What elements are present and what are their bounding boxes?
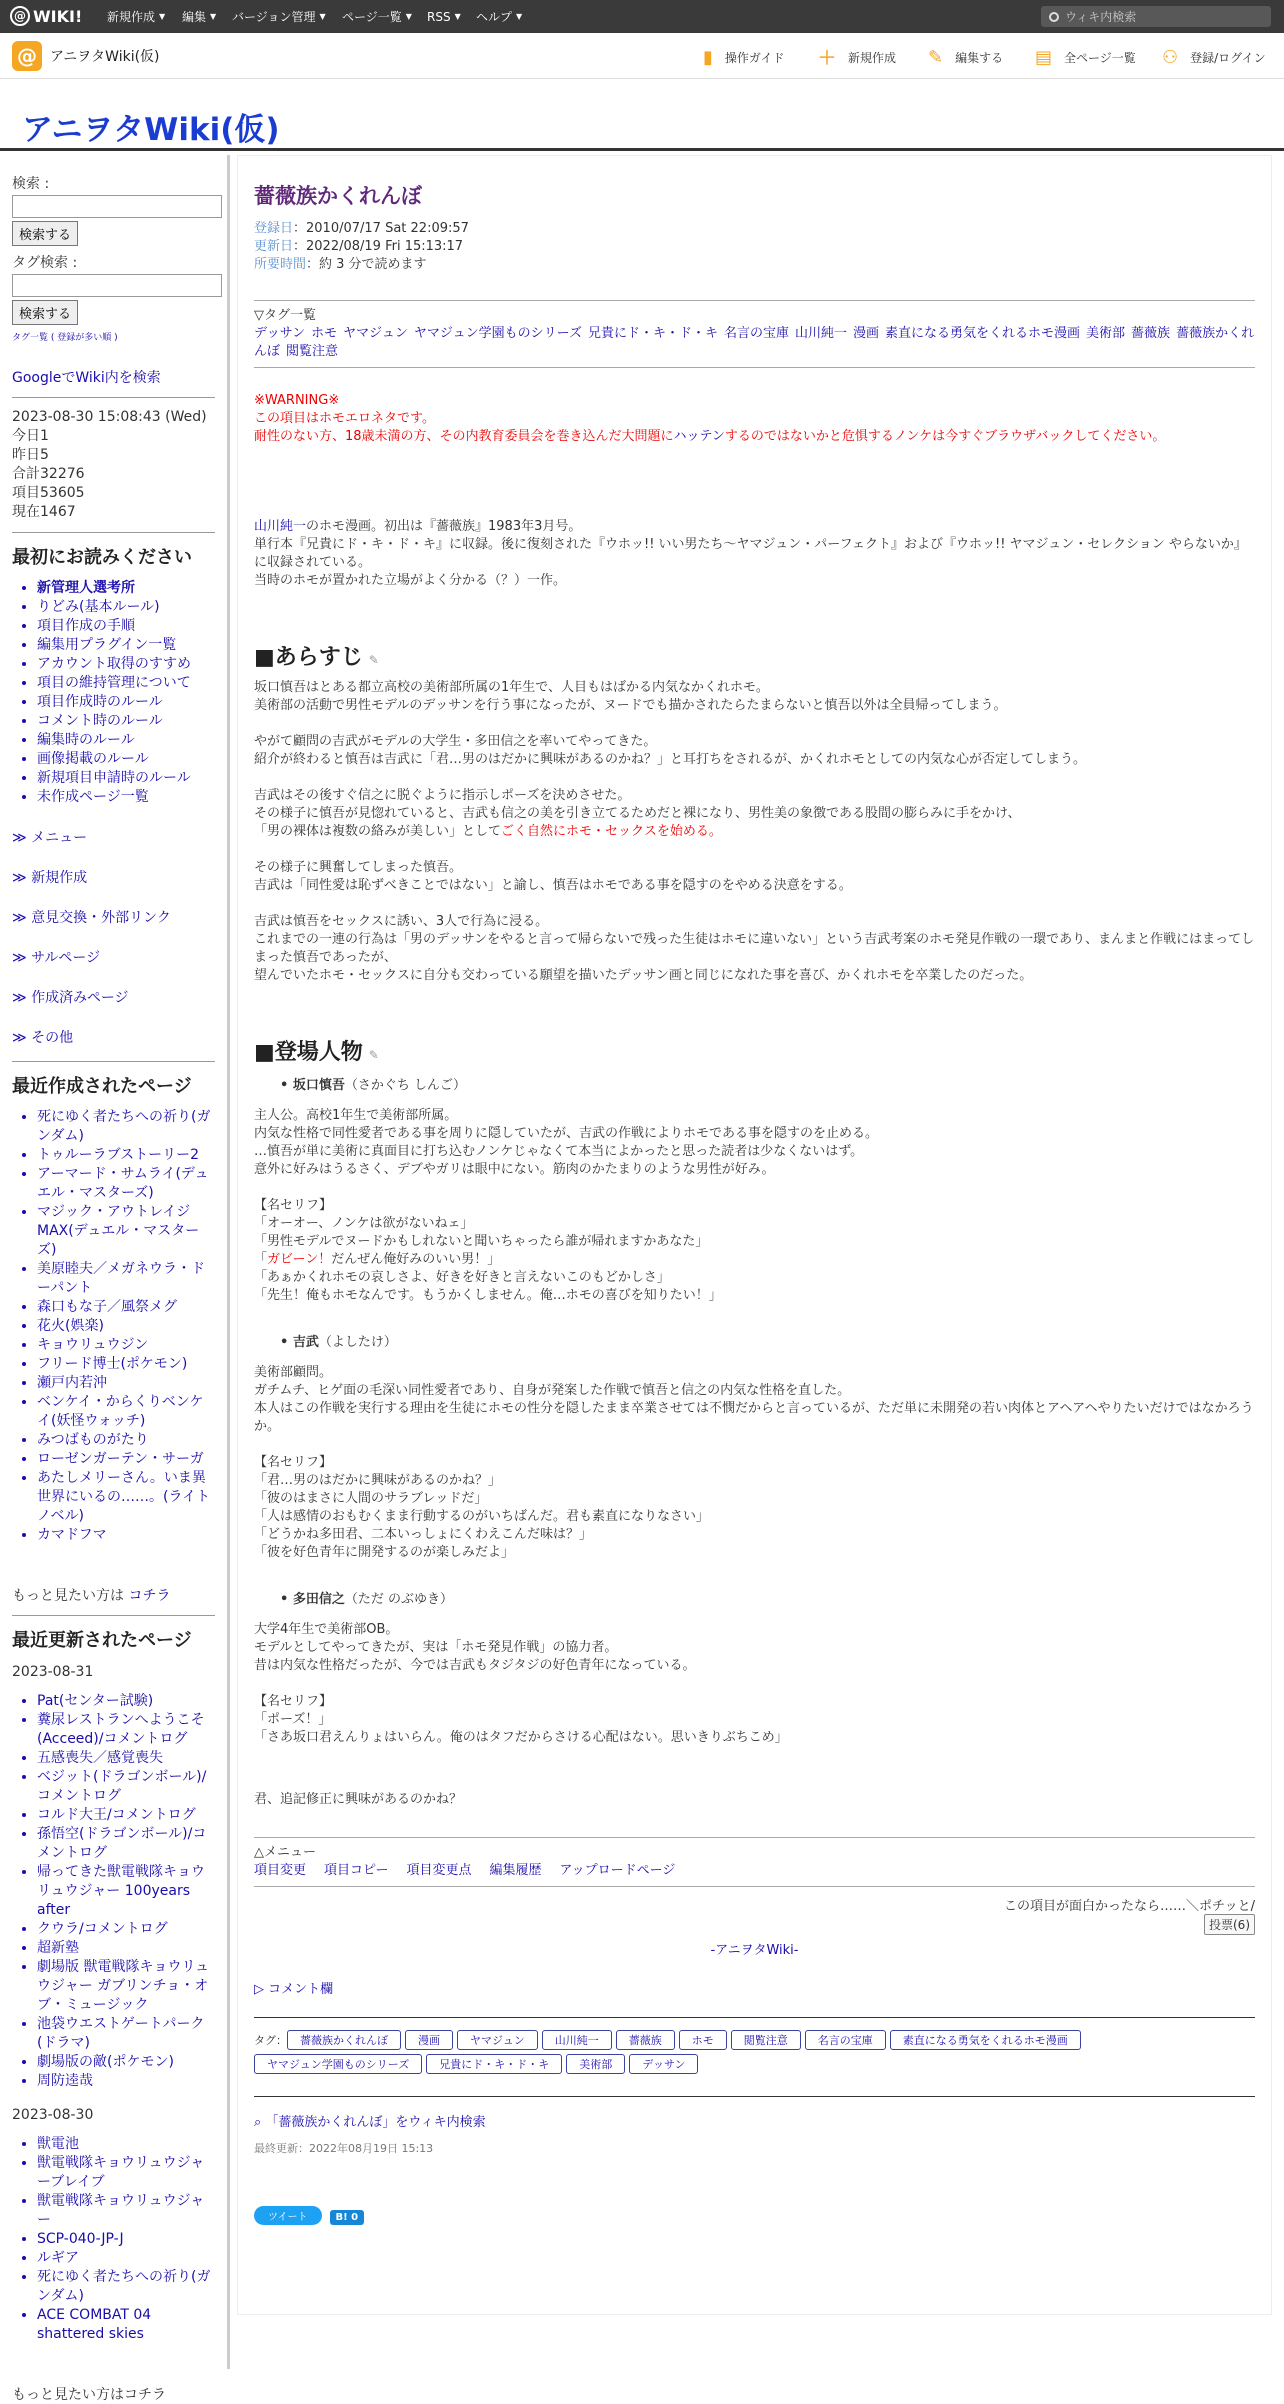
character-name: • 坂口慎吾（さかぐち しんご）	[280, 1078, 466, 1093]
guide-button[interactable]: ▮ 操作ガイド	[703, 46, 785, 68]
text-line: 「ポーズ！」	[254, 1712, 332, 1727]
text-line: 坂口慎吾はとある都立高校の美術部所属の1年生で、人目もはばかる内気なかくれホモ。	[254, 680, 769, 695]
recent-created-item[interactable]: • キョウリュウジン	[37, 1336, 215, 1355]
text-line	[254, 895, 1255, 913]
updated-item[interactable]: • 獣電戦隊キョウリュウジャーブレイブ	[37, 2154, 215, 2192]
character-name: • 多田信之（ただ のぶゆき）	[280, 1592, 453, 1607]
text-line: 望んでいたホモ・セックスに自分も交わっている願望を描いたデッサン画と同じになれた事を喜び、かくれホモを卒業したのだった。	[254, 968, 1033, 983]
read-first-item[interactable]: • 項目の維持管理について	[37, 674, 215, 693]
recent-created-item[interactable]: • みつばものがたり	[37, 1431, 215, 1450]
read-first-title: 最初にお読みください	[12, 547, 192, 568]
login-button[interactable]: ⚇ 登録/ログイン	[1162, 46, 1266, 68]
main-content	[237, 155, 1272, 2315]
tag-button[interactable]: 素直になる勇気をくれるホモ漫画	[890, 2030, 1081, 2050]
updated-item[interactable]: • 帰ってきた獣電戦隊キョウリュウジャー 100years after	[37, 1863, 215, 1920]
stat-line: 2023-08-30 15:08:43 (Wed)	[12, 409, 207, 425]
wiki-icon: @	[12, 41, 42, 71]
site-title-bar	[0, 79, 1284, 151]
text-line: 【名セリフ】	[254, 1198, 333, 1213]
read-first-item[interactable]: • コメント時のルール	[37, 712, 215, 731]
text-line: ガチムチ、ヒゲ面の毛深い同性愛者であり、自身が発案した作戦で慎吾と信之の内気な性格を直した。	[254, 1383, 851, 1398]
updated-list-1	[12, 1692, 215, 2091]
tag-button[interactable]: ホモ	[679, 2030, 727, 2050]
wiki-header	[0, 33, 1284, 79]
read-first-item[interactable]: • アカウント取得のすすめ	[37, 655, 215, 674]
wiki-logo[interactable]: @ WIKI!	[10, 5, 90, 27]
recent-created-item[interactable]: • カマドフマ	[37, 1526, 215, 1545]
text-line	[254, 715, 1255, 733]
recent-created-item[interactable]: • マジック・アウトレイジMAX(デュエル・マスターズ)	[37, 1203, 215, 1260]
last-updated: 最終更新：2022年08月19日 15:13	[254, 2142, 434, 2155]
hatten-link[interactable]: ハッテン	[673, 429, 725, 444]
sidebar-search-button[interactable]: 検索する	[12, 221, 78, 246]
recent-created-item[interactable]: • ベンケイ・からくりベンケイ(妖怪ウォッチ)	[37, 1393, 215, 1431]
text-line: 美術部顧問。	[254, 1365, 333, 1380]
text-line: その様子に興奮してしまった慎吾。	[254, 860, 463, 875]
sidebar-section-link[interactable]: ≫ 新規作成	[12, 870, 88, 886]
updated-item[interactable]: • 死にゆく者たちへの祈り(ガンダム)	[37, 2268, 215, 2306]
page-menu-link[interactable]: 編集履歴	[489, 1863, 542, 1878]
read-first-item[interactable]: • 画像掲載のルール	[37, 750, 215, 769]
more-created: もっと見たい方は コチラ	[12, 1588, 171, 1604]
text-line: 「先生！俺もホモなんです。もうかくしません。俺…ホモの喜びを知りたい！」	[254, 1288, 722, 1303]
stat-line: 項目53605	[12, 485, 85, 501]
recent-created-title: 最近作成されたページ	[12, 1076, 192, 1097]
author-link[interactable]: 山川純一	[254, 519, 307, 534]
tag-link[interactable]: ホモ	[311, 326, 338, 341]
tag-button[interactable]: 兄貴にド・キ・ド・キ	[426, 2054, 562, 2074]
menu-edit[interactable]: 編集 ▼	[182, 10, 217, 24]
tag-link[interactable]: ヤマジュン	[343, 326, 408, 341]
sidebar-section-link[interactable]: ≫ その他	[12, 1030, 74, 1046]
text-line: 吉武は慎吾をセックスに誘い、3人で行為に浸る。	[254, 914, 549, 929]
google-search-link[interactable]: GoogleでWiki内を検索	[12, 370, 161, 386]
text-line: 大学4年生で美術部OB。	[254, 1622, 399, 1637]
tag-button[interactable]: 閲覧注意	[731, 2030, 801, 2050]
text-line: 「彼のはまさに人間のサラブレッドだ」	[254, 1491, 488, 1506]
updated-item[interactable]: • 糞尿レストランへようこそ(Acceed)/コメントログ	[37, 1711, 215, 1749]
stat-line: 合計32276	[12, 466, 85, 482]
tag-search-button[interactable]: 検索する	[12, 300, 78, 325]
recent-created-item[interactable]: • アーマード・サムライ(デュエル・マスターズ)	[37, 1165, 215, 1203]
tag-link[interactable]: 名言の宝庫	[723, 326, 789, 341]
stat-line: 現在1467	[12, 504, 76, 520]
text-line: 意外に好みはうるさく、デブやガリは眼中にない。筋肉のかたまりのような男性が好み。	[254, 1162, 775, 1177]
recent-updated-title: 最近更新されたページ	[12, 1630, 192, 1651]
guide-icon: ▮	[703, 46, 713, 68]
updated-item[interactable]: • クウラ/コメントログ	[37, 1920, 215, 1939]
text-line: 「君…男のはだかに興味があるのかね？」	[254, 1473, 502, 1488]
tag-button[interactable]: ヤマジュン	[457, 2030, 538, 2050]
updated-item[interactable]: • ACE COMBAT 04 shattered skies	[37, 2306, 215, 2344]
stat-line: 今日1	[12, 428, 49, 444]
character-desc	[254, 1107, 1255, 1305]
updated-item[interactable]: • SCP-040-JP-J	[37, 2230, 215, 2249]
updated-item[interactable]: • 超新塾	[37, 1939, 215, 1958]
text-line	[254, 1675, 1255, 1693]
edit-pencil-icon[interactable]: ✎	[368, 653, 379, 667]
page-meta: 登録日：2010/07/17 Sat 22:09:57 更新日：2022/08/19 Fri 15:13:17 所要時間：約 3 分で読めます	[254, 221, 469, 272]
updated-item[interactable]: • ベジット(ドラゴンボール)/コメントログ	[37, 1768, 215, 1806]
text-line: 【名セリフ】	[254, 1694, 333, 1709]
more-updated-link[interactable]: もっと見たい方はコチラ	[12, 2387, 166, 2403]
closing-text: 君、追記修正に興味があるのかね？	[254, 1792, 463, 1807]
wiki-home-link[interactable]: @ アニヲタWiki(仮)	[12, 41, 160, 71]
tag-list-link[interactable]: タグ一覧 ( 登録が多い順 )	[12, 333, 118, 343]
updated-item[interactable]: • 獣電池	[37, 2135, 215, 2154]
menu-rss[interactable]: RSS ▼	[427, 9, 461, 24]
search-icon	[1049, 12, 1059, 22]
read-first-item[interactable]: • 未作成ページ一覧	[37, 788, 215, 807]
top-bar	[0, 0, 1284, 33]
read-first-item[interactable]: • 項目作成時のルール	[37, 693, 215, 712]
text-line: 美術部の活動で男性モデルのデッサンを行う事になったが、ヌードでも描かされたらたまらないと慎吾以外は全員帰ってしまう。	[254, 698, 1007, 713]
tweet-button[interactable]: ツイート	[254, 2206, 322, 2225]
text-line: 本人はこの作戦を実行する理由を生徒にホモの性分を隠したまま卒業させては不憫だからと言っているが、ただ単に未開発の若い肉体とアヘアヘやりたいだけではなかろうか。	[254, 1401, 1254, 1434]
character-name: • 吉武（よしたけ）	[280, 1335, 397, 1350]
page-menu-link[interactable]: アップロードページ	[559, 1863, 676, 1878]
page-menu: △メニュー 項目変更 項目コピー 項目変更点 編集履歴 アップロードページ	[254, 1837, 1255, 1880]
text-line: これまでの一連の行為は「男のデッサンをやると言って帰らないで残った生徒はホモに違いない」という吉武考案のホモ発見作戦の一環であり、まんまと作戦にはまってしまった慎吾であったが、	[254, 932, 1255, 965]
updated-list-2	[12, 2135, 215, 2344]
read-first-item[interactable]: • 新規項目申請時のルール	[37, 769, 215, 788]
vote-area: この項目が面白かったなら……＼ポチッと/ 投票(6)	[254, 1886, 1255, 1935]
menu-version[interactable]: バージョン管理 ▼	[232, 10, 326, 24]
site-title[interactable]: アニヲタWiki(仮)	[22, 112, 280, 148]
tag-link[interactable]: 山川純一	[794, 326, 847, 341]
recent-created-item[interactable]: • フリード博士(ポケモン)	[37, 1355, 215, 1374]
character-desc	[254, 1621, 1255, 1747]
text-line: 主人公。高校1年生で美術部所属。	[254, 1108, 458, 1123]
read-first-item[interactable]: • 編集時のルール	[37, 731, 215, 750]
tag-link[interactable]: 美術部	[1086, 326, 1126, 341]
sidebar	[0, 155, 230, 2403]
updated-item[interactable]: • Pat(センター試験)	[37, 1692, 215, 1711]
wiki-search-link[interactable]: ⌕ 「薔薇族かくれんぼ」をウィキ内検索	[254, 2096, 1255, 2130]
tag-link[interactable]: 漫画	[853, 326, 880, 341]
text-line: その様子に慎吾が見惚れていると、吉武も信之の美を引き立てるためだと裸になり、男性美の象徴である股間の膨らみに手をかけ、	[254, 806, 1021, 821]
tag-buttons: タグ： 薔薇族かくれんぼ 漫画 ヤマジュン 山川純一 薔薇族 ホモ 閲覧注意 名言の宝庫 素直になる勇気をくれるホモ漫画ヤマジュン学園ものシリーズ 兄貴にド・キ・ド・キ 美術部 デッサン	[254, 2017, 1255, 2076]
tag-button[interactable]: 漫画	[405, 2030, 453, 2050]
text-line: 「彼を好色青年に開発するのが楽しみだよ」	[254, 1545, 515, 1560]
text-line: 吉武は「同性愛は恥ずべきことではない」と諭し、慎吾はホモである事を隠すのをやめる決意をする。	[254, 878, 852, 893]
recent-created-item[interactable]: • ローゼンガーテン・サーガ	[37, 1450, 215, 1469]
updated-item[interactable]: • コルド大王/コメントログ	[37, 1806, 215, 1825]
recent-created-item[interactable]: • 美原睦夫／メガネウラ・ドーパント	[37, 1260, 215, 1298]
text-line: 「さあ坂口君えんりょはいらん。俺のはタフだからさける心配はない。思いきりぶちこめ」	[254, 1730, 788, 1745]
text-line: 「男の裸体は複数の絡みが美しい」としてごく自然にホモ・セックスを始める。	[254, 824, 722, 839]
intro: 山川純一のホモ漫画。初出は『薔薇族』1983年3月号。 単行本『兄貴にド・キ・ド・キ』に収録。後に復刻された『ウホッ!! いい男たち〜ヤマジュン・パーフェクト』および『ウホッ!! ヤマジュン・セレクション やらないか』に収録されている。 当時のホモが置かれた立場がよく分かる（？）一作。	[254, 519, 1247, 588]
recent-created-item[interactable]: • 死にゆく者たちへの祈り(ガンダム)	[37, 1108, 215, 1146]
vote-button[interactable]: 投票(6)	[1204, 1914, 1255, 1935]
text-line: 紹介が終わると慎吾は吉武に「君…男のはだかに興味があるのかね？」と耳打ちをされるが、かくれホモとしての内気な心が否定してしまう。	[254, 752, 1087, 767]
updated-item[interactable]: • 池袋ウエストゲートパーク(ドラマ)	[37, 2015, 215, 2053]
text-line: 内気な性格で同性愛者である事を周りに隠していたが、吉武の作戦によりホモである事を隠すのを止める。	[254, 1126, 879, 1141]
tag-button[interactable]: 美術部	[566, 2054, 625, 2074]
document-icon: ▤	[1035, 46, 1053, 68]
menu-new[interactable]: 新規作成 ▼	[107, 10, 166, 24]
read-first-list	[12, 579, 215, 807]
page-title: 薔薇族かくれんぼ	[254, 184, 422, 208]
updated-item[interactable]: • 劇場版の敵(ポケモン)	[37, 2053, 215, 2072]
text-line: 「オーオー、ノンケは欲がないねェ」	[254, 1216, 474, 1231]
page-menu-link[interactable]: 項目コピー	[324, 1863, 389, 1878]
text-line	[254, 769, 1255, 787]
updated-item[interactable]: • ルギア	[37, 2249, 215, 2268]
text-line: モデルとしてやってきたが、実は「ホモ発見作戦」の協力者。	[254, 1640, 618, 1655]
text-line: 昔は内気な性格だったが、今では吉武もタジタジの好色青年になっている。	[254, 1658, 696, 1673]
text-line	[254, 1436, 1255, 1454]
sidebar-section-link[interactable]: ≫ メニュー	[12, 830, 88, 846]
text-line: 吉武はその後すぐ信之に脱ぐように指示しポーズを決めさせた。	[254, 788, 631, 803]
character-desc	[254, 1364, 1255, 1562]
tag-link[interactable]: 素直になる勇気をくれるホモ漫画	[885, 326, 1081, 341]
sidebar-section-link[interactable]: ≫ サルページ	[12, 950, 101, 966]
text-line: 「ガビーン！だんぜん俺好みのいい男！」	[254, 1252, 501, 1267]
text-line: 「どうかね多田君、二本いっしょにくわえこんだ味は？」	[254, 1527, 593, 1542]
hatena-bookmark-button[interactable]: B! 0	[330, 2210, 365, 2225]
tag-link[interactable]: 薔薇族かくれんぼ	[254, 326, 1255, 359]
text-line: …慎吾が単に美術に真面目に打ち込むノンケじゃなくて本当によかったと思った読者は少なくないはず。	[254, 1144, 864, 1159]
text-line: やがて顧問の吉武がモデルの大学生・多田信之を率いてやってきた。	[254, 734, 657, 749]
recent-created-item[interactable]: • 花火(娯楽)	[37, 1317, 215, 1336]
warning-box: ※WARNING※ この項目はホモエロネタです。 耐性のない方、18歳未満の方、その内教育委員会を巻き込んだ大問題にハッテンするのではないかと危惧するノンケは今すぐブラウザバックしてください。	[254, 393, 1166, 444]
tag-button[interactable]: ヤマジュン学園ものシリーズ	[254, 2054, 422, 2074]
edit-pencil-icon[interactable]: ✎	[368, 1048, 379, 1062]
read-first-item[interactable]: • 項目作成の手順	[37, 617, 215, 636]
comment-toggle[interactable]: ▷ コメント欄	[254, 1982, 334, 1997]
recent-created-item[interactable]: • 森口もな子／風祭メグ	[37, 1298, 215, 1317]
new-page-button[interactable]: ＋ 新規作成	[818, 47, 896, 67]
tag-link[interactable]: デッサン	[254, 326, 306, 341]
text-line: 「あぁかくれホモの哀しさよ、好きを好きと言えないこのもどかしさ」	[254, 1270, 670, 1285]
tag-button[interactable]: 山川純一	[542, 2030, 612, 2050]
tag-button[interactable]: 薔薇族かくれんぼ	[287, 2030, 401, 2050]
tag-button[interactable]: 名言の宝庫	[805, 2030, 886, 2050]
menu-help[interactable]: ヘルプ ▼	[476, 10, 523, 24]
plus-icon: ＋	[818, 48, 836, 69]
highlight-text: ガビーン！	[267, 1252, 332, 1267]
sidebar-section-link[interactable]: ≫ 意見交換・外部リンク	[12, 910, 171, 926]
share-buttons	[254, 2206, 1255, 2225]
site-footer-link[interactable]: -アニヲタWiki-	[710, 1943, 799, 1958]
tag-link[interactable]: 薔薇族	[1131, 326, 1171, 341]
edit-button[interactable]: ✎ 編集する	[928, 46, 1004, 68]
updated-item[interactable]: • 劇場版 獣電戦隊キョウリュウジャー ガブリンチョ・オブ・ミュージック	[37, 1958, 215, 2015]
top-search-input[interactable]: ウィキ内検索	[1041, 6, 1271, 27]
text-line: 【名セリフ】	[254, 1455, 333, 1470]
highlight-text: ごく自然にホモ・セックスを始める。	[501, 824, 722, 839]
tag-search-input[interactable]	[12, 274, 222, 297]
search-icon: ⌕	[254, 2115, 266, 2130]
page-menu-link[interactable]: 項目変更	[254, 1863, 307, 1878]
tag-link[interactable]: 兄貴にド・キ・ド・キ	[587, 326, 718, 341]
tag-list: ▽タグ一覧 デッサン ホモ ヤマジュン ヤマジュン学園ものシリーズ 兄貴にド・キ・ド・キ 名言の宝庫 山川純一 漫画 素直になる勇気をくれるホモ漫画 美術部 薔薇族 薔薇族かくれんぼ 閲覧注意	[254, 308, 1255, 359]
stat-line: 昨日5	[12, 447, 49, 463]
pencil-icon: ✎	[928, 46, 944, 68]
synopsis-heading: ■あらすじ ✎	[254, 645, 379, 670]
read-first-item[interactable]: • 新管理人選考所	[37, 579, 215, 598]
tag-link[interactable]: 閲覧注意	[286, 344, 339, 359]
recent-created-list	[12, 1108, 215, 1545]
page-menu-link[interactable]: 項目変更点	[406, 1863, 472, 1878]
tag-button[interactable]: デッサン	[629, 2054, 698, 2074]
read-first-item[interactable]: • りどみ(基本ルール)	[37, 598, 215, 617]
tag-link[interactable]: ヤマジュン学園ものシリーズ	[413, 326, 582, 341]
menu-pages[interactable]: ページ一覧 ▼	[342, 10, 412, 24]
updated-item[interactable]: • 周防逵哉	[37, 2072, 215, 2091]
updated-item[interactable]: • 孫悟空(ドラゴンボール)/コメントログ	[37, 1825, 215, 1863]
users-icon: ⚇	[1162, 46, 1179, 68]
read-first-item[interactable]: • 編集用プラグイン一覧	[37, 636, 215, 655]
text-line	[254, 841, 1255, 859]
at-icon: @	[10, 6, 30, 26]
recent-created-item[interactable]: • あたしメリーさん。いま異世界にいるの……。(ライトノベル)	[37, 1469, 215, 1526]
characters-heading: ■登場人物 ✎	[254, 1040, 379, 1065]
updated-item[interactable]: • 獣電戦隊キョウリュウジャー	[37, 2192, 215, 2230]
text-line	[254, 1179, 1255, 1197]
more-created-link[interactable]: コチラ	[128, 1588, 171, 1604]
recent-created-item[interactable]: • トゥルーラブストーリー2	[37, 1146, 215, 1165]
text-line: 「男性モデルでヌードかもしれないと聞いちゃったら誰が帰れますかあなた」	[254, 1234, 709, 1249]
tag-button[interactable]: 薔薇族	[616, 2030, 675, 2050]
sidebar-search-input[interactable]	[12, 195, 222, 218]
synopsis-text	[254, 679, 1255, 985]
update-date-2: 2023-08-30	[12, 2107, 94, 2123]
tag-search-label: タグ検索 :	[12, 255, 78, 271]
search-label: 検索 :	[12, 176, 50, 192]
all-pages-button[interactable]: ▤ 全ページ一覧	[1035, 46, 1136, 68]
update-date-1: 2023-08-31	[12, 1664, 94, 1680]
recent-created-item[interactable]: • 瀬戸内若沖	[37, 1374, 215, 1393]
updated-item[interactable]: • 五感喪失／感覚喪失	[37, 1749, 215, 1768]
text-line: 「人は感情のおもむくまま行動するのがいちばんだ。君も素直になりなさい」	[254, 1509, 710, 1524]
access-stats	[12, 408, 215, 522]
sidebar-section-link[interactable]: ≫ 作成済みページ	[12, 990, 129, 1006]
